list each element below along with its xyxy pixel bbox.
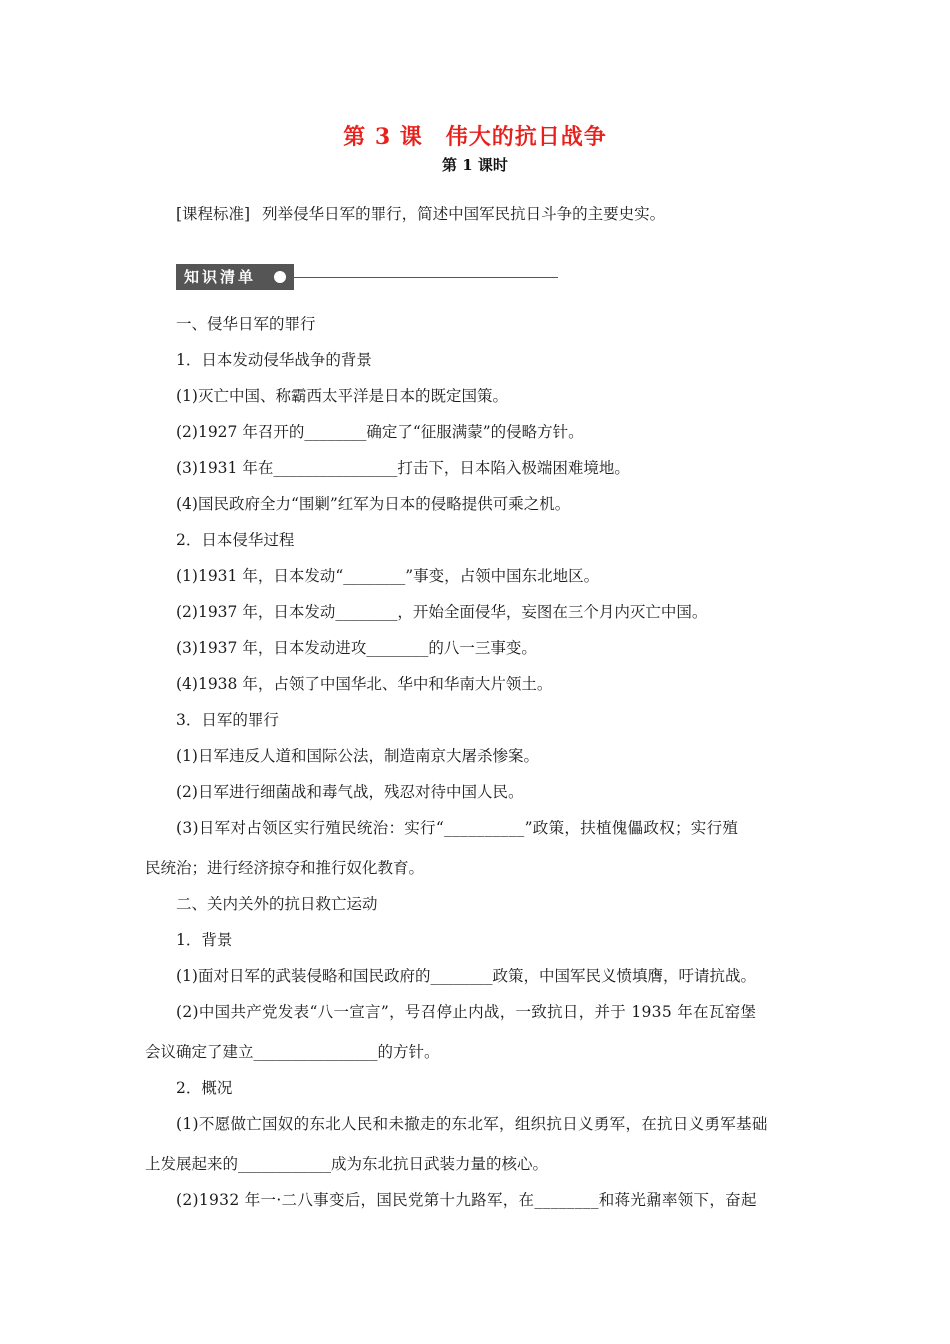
list-item: (3)日军对占领区实行殖民统治：实行“__________”政策，扶植傀儡政权；实行殖 <box>176 819 739 837</box>
list-item: (1)不愿做亡国奴的东北人民和未撤走的东北军，组织抗日义勇军，在抗日义勇军基础 <box>176 1115 768 1133</box>
bullet-dot-icon <box>274 271 286 283</box>
list-item: (4)1938 年，占领了中国华北、华中和华南大片领土。 <box>176 675 553 693</box>
list-item: (1)灭亡中国、称霸西太平洋是日本的既定国策。 <box>176 387 508 405</box>
list-item-continuation: 上发展起来的____________成为东北抗日武装力量的核心。 <box>145 1155 549 1173</box>
list-item: (2)1937 年，日本发动________，开始全面侵华，妄图在三个月内灭亡中国。 <box>176 603 708 621</box>
curriculum-standard-text: 列举侵华日军的罪行，简述中国军民抗日斗争的主要史实。 <box>262 205 666 223</box>
list-item: (2)1927 年召开的________确定了“征服满蒙”的侵略方针。 <box>176 423 584 441</box>
list-item: (3)1937 年，日本发动进攻________的八一三事变。 <box>176 639 537 657</box>
list-item: (2)1932 年一·二八事变后，国民党第十九路军，在________和蒋光鼐率领下，奋起 <box>176 1191 757 1209</box>
lesson-title: 第 3 课 伟大的抗日战争 <box>343 124 607 150</box>
list-item: (1)日军违反人道和国际公法，制造南京大屠杀惨案。 <box>176 747 539 765</box>
banner-rule <box>294 277 558 278</box>
list-item: (1)1931 年，日本发动“________”事变，占领中国东北地区。 <box>176 567 600 585</box>
list-item: (3)1931 年在________________打击下，日本陷入极端困难境地。 <box>176 459 630 477</box>
knowledge-list-banner <box>176 264 558 290</box>
section-heading: 一、侵华日军的罪行 <box>176 315 316 333</box>
list-item: (1)面对日军的武装侵略和国民政府的________政策，中国军民义愤填膺，吁请抗战。 <box>176 967 756 985</box>
list-item: (2)中国共产党发表“八一宣言”，号召停止内战，一致抗日，并于 1935 年在瓦窑堡 <box>176 1003 757 1021</box>
section-heading: 二、关内关外的抗日救亡运动 <box>176 895 378 913</box>
subsection-heading: 1．日本发动侵华战争的背景 <box>176 351 372 369</box>
knowledge-list-label: 知识清单 <box>176 264 294 290</box>
list-item: (4)国民政府全力“围剿”红军为日本的侵略提供可乘之机。 <box>176 495 571 513</box>
list-item-continuation: 民统治；进行经济掠夺和推行奴化教育。 <box>145 859 425 877</box>
list-item-continuation: 会议确定了建立________________的方针。 <box>145 1043 440 1061</box>
subsection-heading: 1．背景 <box>176 931 233 949</box>
curriculum-standard <box>176 202 665 224</box>
list-item: (2)日军进行细菌战和毒气战，残忍对待中国人民。 <box>176 783 524 801</box>
subsection-heading: 2．日本侵华过程 <box>176 531 295 549</box>
curriculum-standard-label: [课程标准] <box>176 205 251 223</box>
subsection-heading: 2．概况 <box>176 1079 233 1097</box>
lesson-subtitle: 第 1 课时 <box>442 156 508 174</box>
subsection-heading: 3．日军的罪行 <box>176 711 279 729</box>
